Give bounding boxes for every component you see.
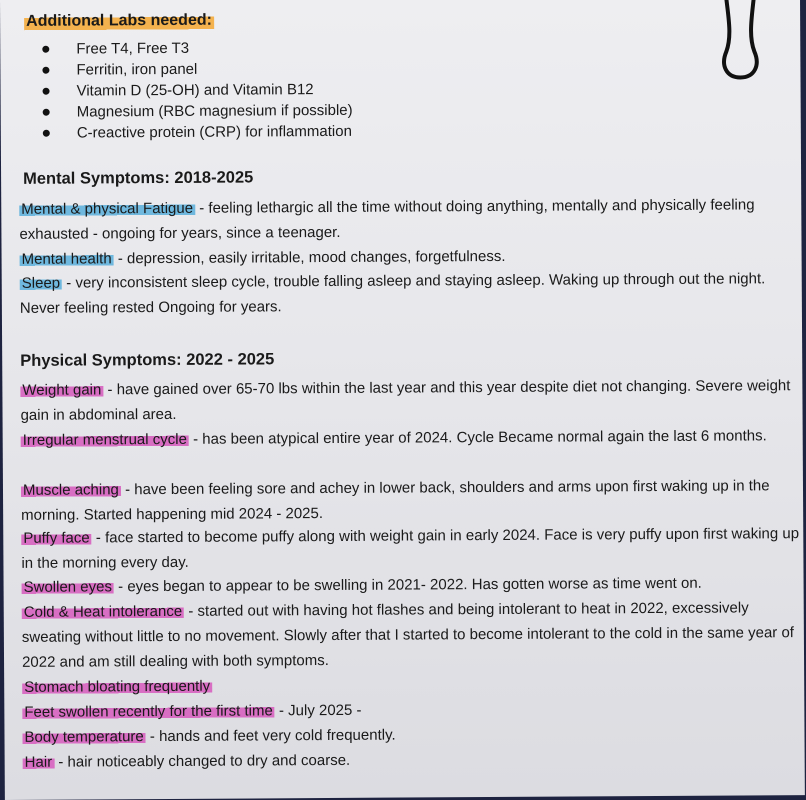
bullet-icon [43, 109, 50, 116]
symptom-term: Sleep [21, 274, 61, 292]
symptom-term: Body temperature [24, 728, 144, 746]
symptom-text: - July 2025 - [274, 701, 362, 720]
physical-symptoms-title: Physical Symptoms: 2022 - 2025 [20, 350, 275, 370]
list-item: Vitamin D (25-OH) and Vitamin B12 [40, 79, 352, 102]
bullet-icon [42, 46, 49, 53]
bullet-icon [42, 67, 49, 74]
symptom-term: Irregular menstrual cycle [22, 430, 187, 449]
list-item: Magnesium (RBC magnesium if possible) [41, 100, 353, 123]
symptom-term: Swollen eyes [23, 578, 113, 596]
symptom-text: - depression, easily irritable, mood changes, forgetfulness. [113, 247, 506, 268]
symptom-text: - hair noticeably changed to dry and coarse. [54, 751, 351, 771]
symptom-term: Hair [24, 753, 53, 771]
symptom-term: Muscle aching [22, 481, 119, 499]
symptom-text: - very inconsistent sleep cycle, trouble falling asleep and staying asleep. Waking up through out the night. Never feeling rested Ongoing for years. [19, 270, 766, 317]
bullet-icon [43, 88, 50, 95]
symptom-term: Feet swollen recently for the first time [24, 702, 273, 721]
symptom-entry [20, 373, 800, 428]
symptom-term: Mental & physical Fatigue [21, 199, 194, 218]
symptom-entry [20, 266, 800, 321]
list-item: Ferritin, iron panel [40, 58, 352, 81]
symptom-text: - eyes began to appear to be swelling in 2021- 2022. Has gotten worse as time went on. [113, 574, 702, 596]
bullet-icon [43, 130, 50, 137]
symptom-entry [21, 423, 801, 453]
symptom-text: - has been atypical entire year of 2024. Cycle Became normal again the last 6 months. [188, 427, 767, 448]
list-item: C-reactive protein (CRP) for inflammation [41, 121, 353, 144]
symptom-text: - started out with having hot flashes and being intolerant to heat in 2022, excessively sweating without little to no movement. Slowly after that I started to become intolerant to the cold in the same year of 2022 and am still dealing with both symptoms. [21, 599, 795, 671]
labs-list [40, 37, 353, 144]
symptom-text: - face started to become puffy along with weight gain in early 2024. Face is very puffy upon first waking up in the morning every day. [21, 525, 800, 572]
symptom-entry [22, 595, 802, 675]
symptom-entry [23, 745, 803, 775]
labs-title: Additional Labs needed: [24, 11, 214, 32]
mental-symptoms-title: Mental Symptoms: 2018-2025 [23, 168, 254, 188]
symptom-term: Mental health [21, 250, 112, 268]
symptom-entry [21, 473, 801, 528]
list-item: Free T4, Free T3 [40, 37, 352, 60]
symptom-entry [19, 192, 799, 247]
symptom-entry [21, 521, 801, 576]
binder-clip-icon [712, 0, 773, 86]
symptom-text: - have gained over 65-70 lbs within the last year and this year despite diet not changing. Severe weight gain in abdominal area. [20, 377, 791, 424]
symptom-term: Puffy face [23, 529, 90, 547]
symptom-text: - feeling lethargic all the time without doing anything, mentally and physically feeling exhausted - ongoing for years, since a teenager. [19, 196, 755, 243]
symptom-term: Cold & Heat intolerance [23, 602, 183, 621]
symptom-text: - hands and feet very cold frequently. [145, 726, 396, 746]
symptom-term: Stomach bloating frequently [24, 677, 211, 696]
symptom-term: Weight gain [22, 381, 102, 399]
symptom-text: - have been feeling sore and achey in lower back, shoulders and arms upon first waking up in the morning. Started happening mid 2024 - 2025. [21, 477, 770, 524]
